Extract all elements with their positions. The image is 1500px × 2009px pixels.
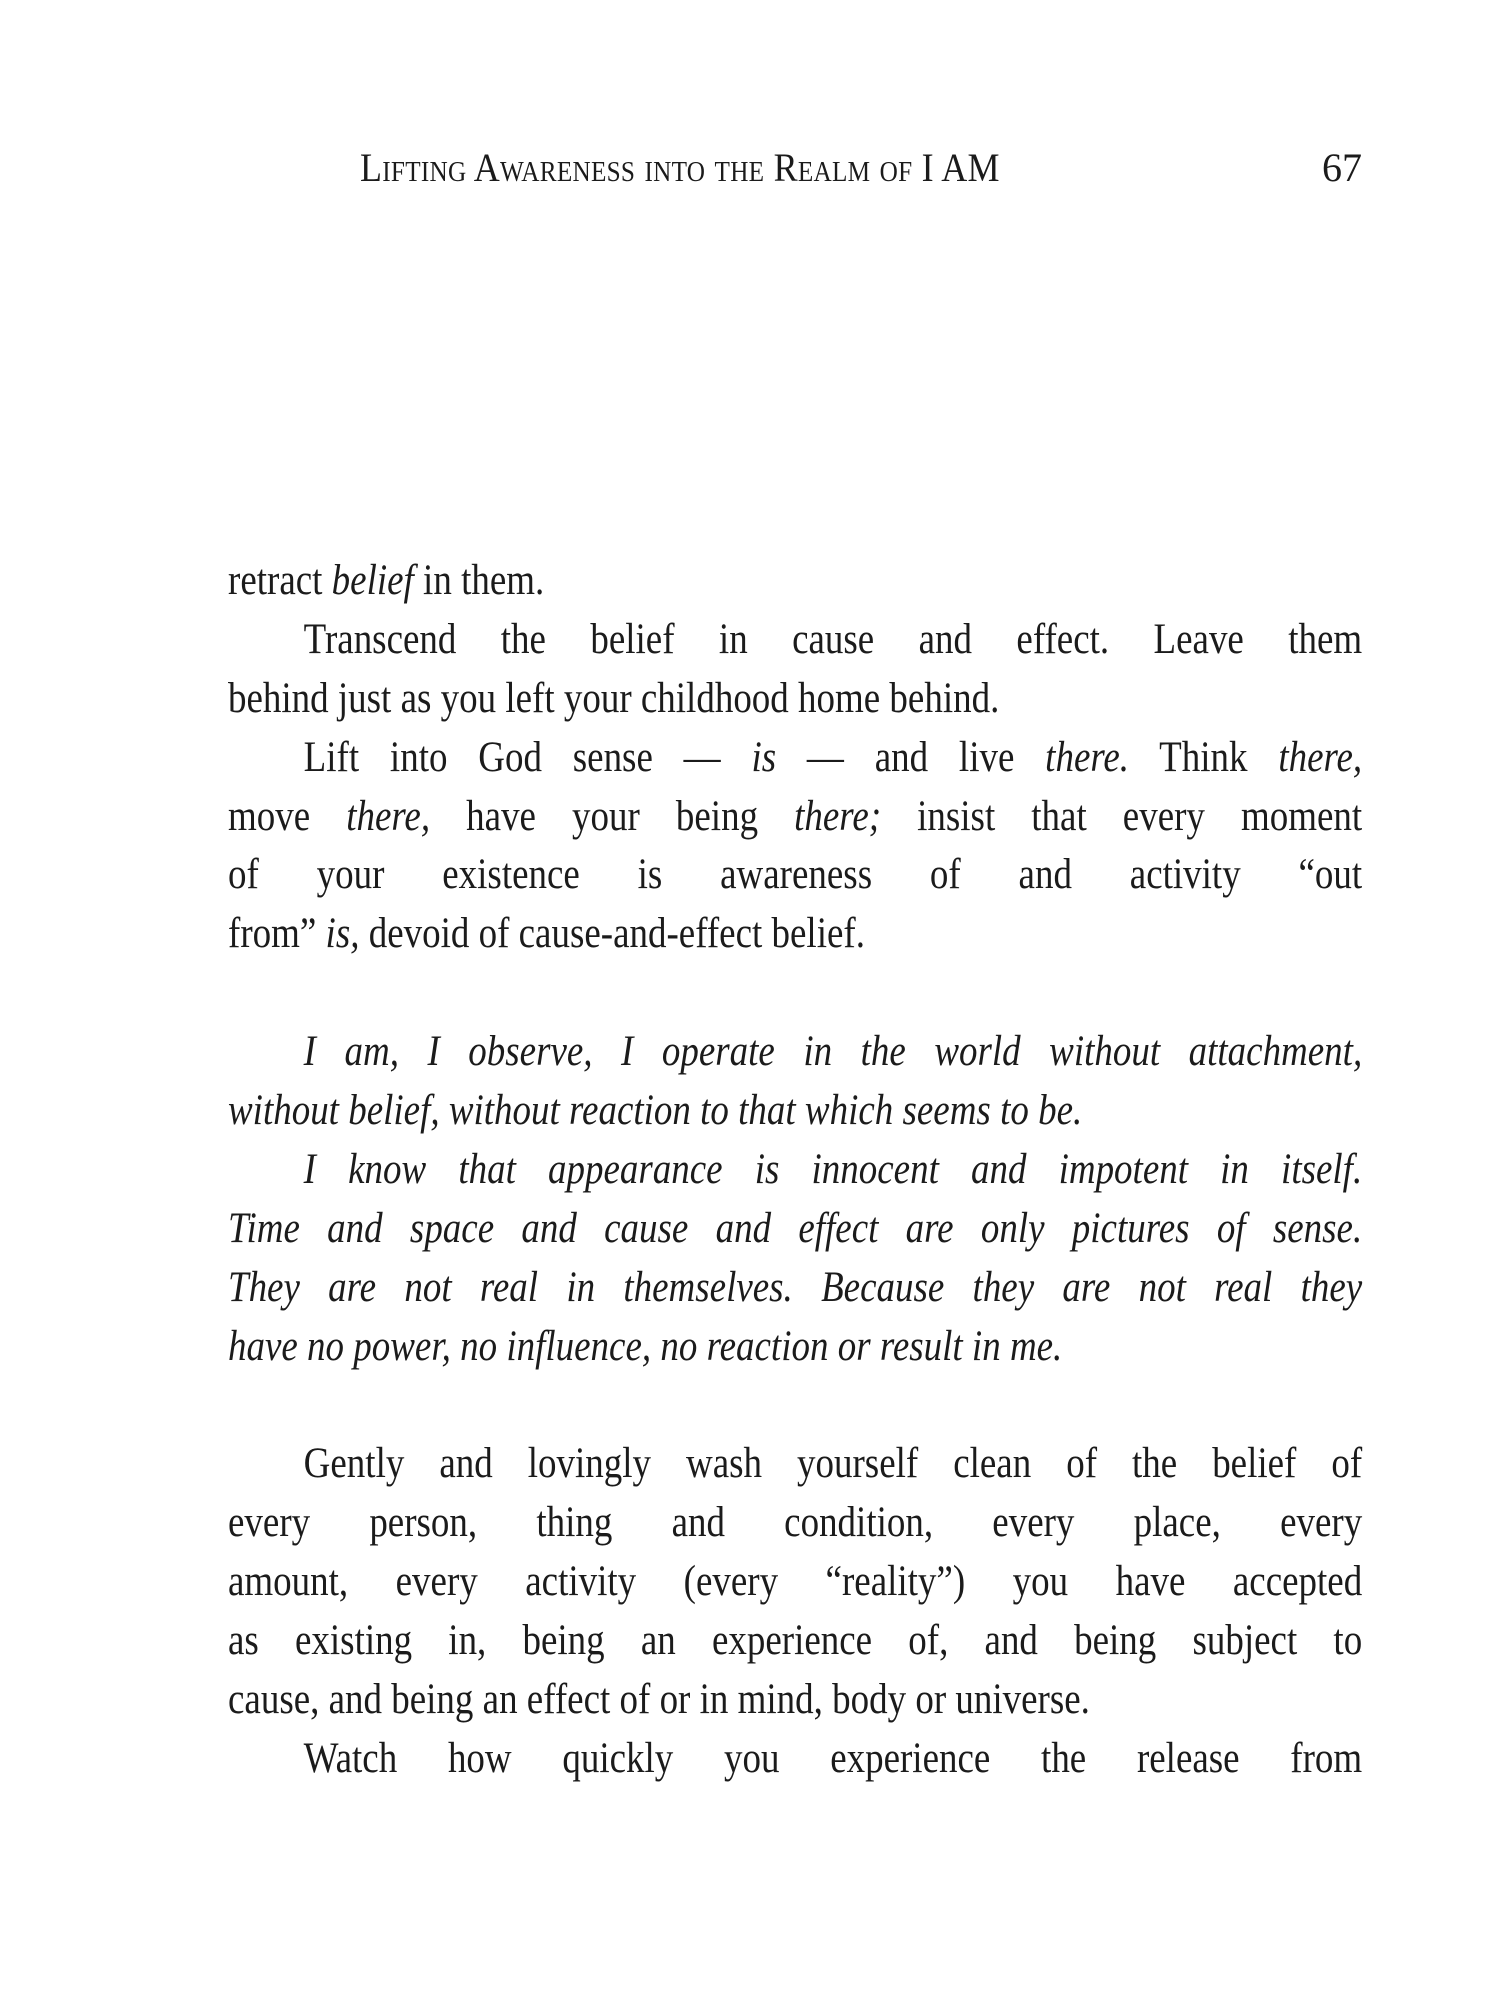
text: — and live bbox=[776, 733, 1046, 781]
italic-text: there, bbox=[346, 792, 431, 840]
text-line bbox=[228, 905, 1362, 964]
text-line bbox=[228, 1023, 1362, 1082]
text: move bbox=[228, 792, 347, 840]
text-line bbox=[228, 1200, 1362, 1259]
text: Gently and lovingly wash yourself clean of the belief of bbox=[303, 1440, 1363, 1488]
text-line bbox=[228, 1553, 1362, 1612]
italic-paragraph bbox=[228, 1141, 1362, 1377]
text: Think bbox=[1129, 733, 1279, 781]
text: from” bbox=[228, 910, 326, 958]
text-line bbox=[228, 1435, 1362, 1494]
italic-text: have no power, no influence, no reaction or result in me. bbox=[228, 1322, 1063, 1370]
text: retract bbox=[228, 557, 332, 604]
paragraph bbox=[228, 1730, 1362, 1789]
paragraph bbox=[228, 1435, 1362, 1729]
text-line bbox=[228, 846, 1362, 905]
text: Transcend the belief in cause and effect. Leave them bbox=[303, 615, 1363, 663]
page-number: 67 bbox=[1322, 145, 1362, 190]
paragraph bbox=[228, 552, 1362, 611]
text: amount, every activity (every “reality”) you have accepted bbox=[228, 1558, 1363, 1606]
paragraph-gap bbox=[228, 964, 1362, 1023]
text-line bbox=[228, 1082, 1362, 1141]
running-head-title: Lifting Awareness into the Realm of I AM bbox=[360, 145, 1000, 190]
text-line bbox=[228, 611, 1362, 670]
text: Watch how quickly you experience the release from bbox=[303, 1734, 1363, 1782]
italic-text: there, bbox=[1278, 733, 1363, 781]
text-line bbox=[228, 1730, 1362, 1789]
text: have your being bbox=[430, 792, 795, 840]
italic-text: there. bbox=[1045, 733, 1130, 781]
text-line bbox=[228, 1141, 1362, 1200]
italic-text: belief bbox=[331, 557, 414, 604]
text: devoid of cause-and-effect belief. bbox=[359, 910, 865, 958]
text-line bbox=[228, 552, 1362, 611]
paragraph bbox=[228, 729, 1362, 965]
text: in them. bbox=[413, 557, 545, 604]
text: behind just as you left your childhood home behind. bbox=[228, 674, 1000, 722]
paragraph bbox=[228, 611, 1362, 729]
text: as existing in, being an experience of, and being subject to bbox=[228, 1617, 1363, 1665]
italic-text: They are not real in themselves. Because they are not real they bbox=[228, 1263, 1363, 1311]
italic-text: is, bbox=[325, 910, 360, 958]
text: of your existence is awareness of and activity “out bbox=[228, 851, 1363, 899]
italic-text: Time and space and cause and effect are only pictures of sense. bbox=[228, 1204, 1363, 1252]
text-line bbox=[228, 729, 1362, 788]
text: insist that every moment bbox=[881, 792, 1363, 840]
italic-text: I am, I observe, I operate in the world without attachment, bbox=[303, 1028, 1363, 1076]
text: cause, and being an effect of or in mind, body or universe. bbox=[228, 1675, 1090, 1723]
italic-text: I know that appearance is innocent and impotent in itself. bbox=[303, 1145, 1363, 1193]
italic-paragraph bbox=[228, 1023, 1362, 1141]
text: every person, thing and condition, every place, every bbox=[228, 1499, 1363, 1547]
italic-text: is bbox=[751, 733, 777, 781]
text-line bbox=[228, 1494, 1362, 1553]
body-text bbox=[228, 552, 1362, 1789]
text: Lift into God sense — bbox=[303, 733, 752, 781]
text-line bbox=[228, 1671, 1362, 1730]
italic-text: without belief, without reaction to that which seems to be. bbox=[228, 1087, 1083, 1135]
running-head bbox=[228, 140, 1362, 196]
text-line bbox=[228, 1318, 1362, 1377]
paragraph-gap bbox=[228, 1376, 1362, 1435]
text-line bbox=[228, 1612, 1362, 1671]
text-line bbox=[228, 788, 1362, 847]
text-line bbox=[228, 670, 1362, 729]
italic-text: there; bbox=[794, 792, 882, 840]
text-line bbox=[228, 1259, 1362, 1318]
